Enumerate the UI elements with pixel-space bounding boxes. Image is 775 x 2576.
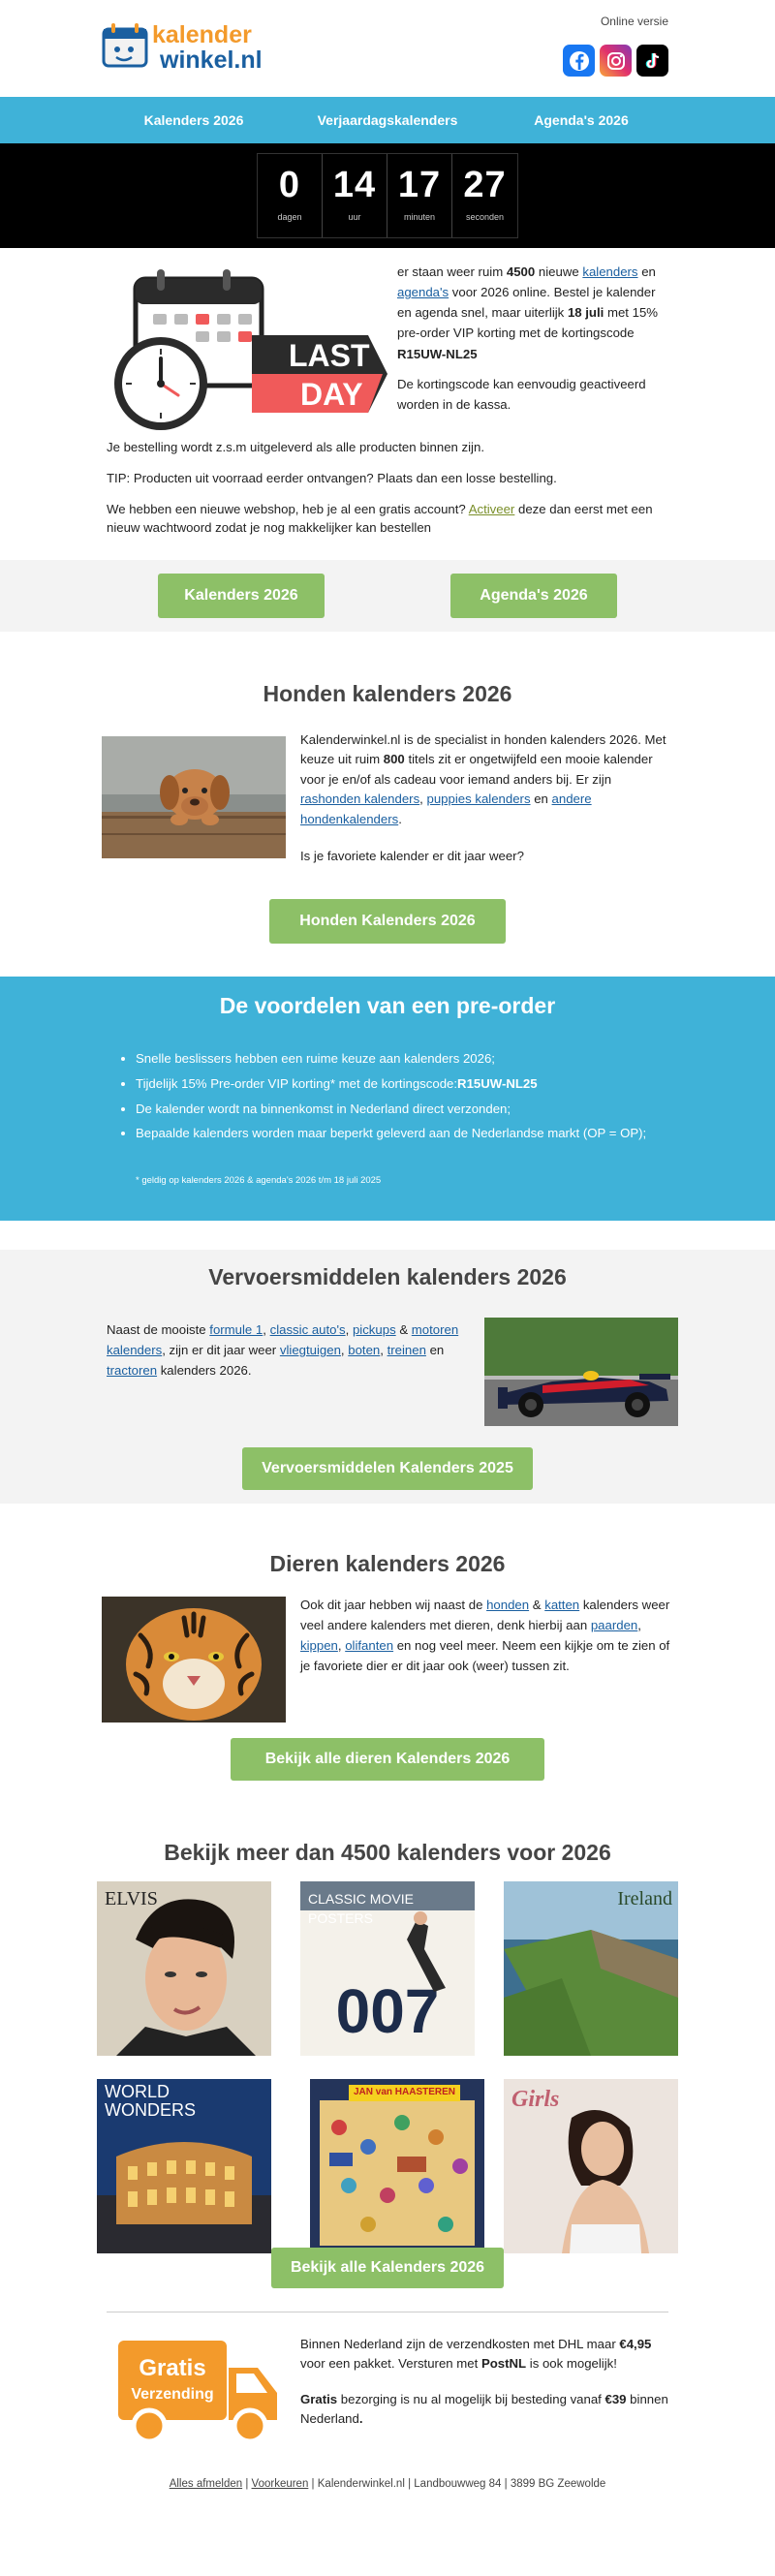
formula1-image[interactable] <box>484 1318 678 1426</box>
calendar-thumb-title: Girls <box>512 2087 560 2112</box>
benefits-list <box>136 1050 659 1150</box>
more-calendars-section <box>0 1831 775 2294</box>
intro-text <box>397 262 670 424</box>
activate-account-link[interactable]: Activeer <box>468 501 515 516</box>
tiktok-icon[interactable] <box>636 45 668 77</box>
vehicles-text: Naast de mooiste formule 1, classic auto's, pickups & motoren kalenders, zijn er dit jaar weer vliegtuigen, boten, treinen en tractoren kalenders 2026. <box>107 1322 459 1379</box>
agendas-2026-button[interactable]: Agenda's 2026 <box>450 574 617 618</box>
delivery-note: Je bestelling wordt z.s.m uitgeleverd als alle producten binnen zijn. <box>107 440 484 454</box>
main-navigation <box>0 97 775 143</box>
all-calendars-button[interactable]: Bekijk alle Kalenders 2026 <box>271 2248 504 2288</box>
calendar-thumb-title: Ireland <box>617 1888 672 1909</box>
benefit-item: • De kalender wordt na binnenkomst in Nederland direct verzonden; <box>136 1101 659 1118</box>
preorder-benefits-section <box>0 977 775 1221</box>
link-chickens[interactable]: kippen <box>300 1638 338 1654</box>
link-formula1[interactable]: formule 1 <box>209 1322 264 1337</box>
link-breed-dogs[interactable]: rashonden kalenders <box>300 791 420 807</box>
calendar-thumb-movie-posters[interactable] <box>300 1881 475 2056</box>
countdown-seconds: 27 seconden <box>463 165 507 223</box>
link-classic-cars[interactable]: classic auto's <box>269 1322 346 1337</box>
dogs-question: Is je favoriete kalender er dit jaar weer? <box>300 849 524 864</box>
link-other-dogs[interactable]: andere hondenkalenders <box>300 791 592 826</box>
top-cta-bar <box>0 560 775 632</box>
link-elephants[interactable]: olifanten <box>345 1638 394 1654</box>
link-trains[interactable]: treinen <box>387 1343 426 1358</box>
link-boats[interactable]: boten <box>348 1343 381 1358</box>
animal-calendars-button[interactable]: Bekijk alle dieren Kalenders 2026 <box>231 1738 544 1781</box>
link-tractors[interactable]: tractoren <box>107 1363 158 1379</box>
calendar-thumb-title: ELVIS <box>105 1888 158 1909</box>
truck-label-2: Verzending <box>131 2386 214 2403</box>
online-version-link[interactable]: Online versie <box>600 15 668 28</box>
countdown-days: 0 dagen <box>258 154 323 237</box>
facebook-icon[interactable] <box>563 45 595 77</box>
link-dogs[interactable]: honden <box>486 1598 530 1612</box>
unsubscribe-link[interactable]: Alles afmelden <box>169 2478 243 2490</box>
footer-company: Kalenderwinkel.nl <box>317 2478 405 2490</box>
shipping-text <box>300 2335 668 2445</box>
animals-title: Dieren kalenders 2026 <box>269 1551 506 1576</box>
webshop-note: We hebben een nieuwe webshop, heb je al een gratis account? Activeer deze dan eerst met een nieuw wachtwoord zodat je nog makkelijker kan bestellen <box>107 501 653 536</box>
calendar-thumb-title: JAN van HAASTEREN <box>349 2085 460 2101</box>
benefits-title: De voordelen van een pre-order <box>219 993 556 1018</box>
dogs-text: Kalenderwinkel.nl is de specialist in honden kalenders 2026. Met keuze uit ruim 800 titels zit er ongetwijfeld een mooie kalender voor je en/of als cadeau voor iemand anders bij. Er zijn rashonden kalenders, puppies kalenders en andere hondenkalenders. Is je favoriete kalender er dit jaar weer? <box>300 730 673 885</box>
puzzle-illustration <box>310 2079 484 2253</box>
nav-agendas-2026[interactable]: Agenda's 2026 <box>534 111 629 128</box>
intro-paragraph: er staan weer ruim 4500 nieuwe kalenders en agenda's voor 2026 online. Bestel je kalender en agenda snel, maar uiterlijk 18 juli met 15% pre-order VIP korting met de kortingscode R15UW-NL25 <box>397 264 659 361</box>
preferences-link[interactable]: Voorkeuren <box>251 2478 309 2490</box>
dog-calendars-section <box>0 678 775 959</box>
nav-birthday-calendars[interactable]: Verjaardagskalenders <box>317 111 458 128</box>
animals-text: Ook dit jaar hebben wij naast de honden & katten kalenders weer veel andere kalenders met dieren, denk hierbij aan paarden, kippen, olifanten en nog veel meer. Neem een kijkje om te zien of je favoriete dier er dit jaar ook (weer) tussen zit. <box>300 1598 670 1674</box>
free-delivery-note: Gratis bezorging is nu al mogelijk bij besteding vanaf €39 binnen Nederland. <box>300 2391 668 2427</box>
footer: Alles afmelden | Voorkeuren | Kalenderwinkel.nl | Landbouwweg 84 | 3899 BG Zeewolde <box>169 2478 606 2490</box>
calendar-thumb-ireland[interactable] <box>504 1881 678 2056</box>
calendar-thumb-world-wonders[interactable] <box>97 2079 271 2253</box>
link-puppies[interactable]: puppies kalenders <box>426 791 531 807</box>
dog-calendars-button[interactable]: Honden Kalenders 2026 <box>269 899 506 944</box>
footer-postal: 3899 BG Zeewolde <box>510 2478 606 2490</box>
calendar-thumb-title: WORLD WONDERS <box>105 2082 196 2120</box>
vehicles-title: Vervoersmiddelen kalenders 2026 <box>208 1264 567 1289</box>
free-shipping-truck-icon <box>116 2333 281 2449</box>
benefits-footnote: * geldig op kalenders 2026 & agenda's 2026 t/m 18 juli 2025 <box>136 1175 382 1186</box>
puppy-image[interactable] <box>102 736 286 858</box>
footer-address: Landbouwweg 84 <box>414 2478 502 2490</box>
calendar-thumb-elvis[interactable] <box>97 1881 271 2056</box>
intro-code-note: De kortingscode kan eenvoudig geactiveerd worden in de kassa. <box>397 376 646 412</box>
social-links <box>563 45 668 77</box>
link-cats[interactable]: katten <box>544 1598 580 1612</box>
animal-calendars-section <box>0 1548 775 1831</box>
link-pickups[interactable]: pickups <box>352 1322 396 1337</box>
calendar-thumb-girls[interactable] <box>504 2079 678 2253</box>
logo-word-1: kalender <box>152 21 252 48</box>
calendar-thumb-jan-van-haasteren[interactable] <box>310 2079 484 2253</box>
link-kalenders[interactable]: kalenders <box>582 264 638 279</box>
truck-label-1: Gratis <box>139 2355 206 2381</box>
countdown-timer <box>0 143 775 248</box>
email-header <box>0 0 775 97</box>
shipping-section <box>0 2294 775 2521</box>
nav-calendars-2026[interactable]: Kalenders 2026 <box>143 111 244 128</box>
kalenderwinkel-logo[interactable] <box>102 19 325 74</box>
instagram-icon[interactable] <box>600 45 632 77</box>
dogs-title: Honden kalenders 2026 <box>263 681 512 706</box>
tip-note: TIP: Producten uit voorraad eerder ontvangen? Plaats dan een losse bestelling. <box>107 470 557 485</box>
countdown-hours: 14 uur <box>323 154 388 237</box>
benefit-item: • Snelle beslissers hebben een ruime keuze aan kalenders 2026; <box>136 1050 659 1068</box>
last-day-calendar-illustration <box>107 267 388 442</box>
shipping-cost-note: Binnen Nederland zijn de verzendkosten met DHL maar €4,95 voor een pakket. Versturen met PostNL is ook mogelijk! <box>300 2337 652 2372</box>
link-airplanes[interactable]: vliegtuigen <box>279 1343 341 1358</box>
last-day-text-2: DAY <box>300 377 363 412</box>
tiger-image[interactable] <box>102 1597 286 1723</box>
link-horses[interactable]: paarden <box>590 1618 638 1633</box>
benefit-item: • Tijdelijk 15% Pre-order VIP korting* met de kortingscode:R15UW-NL25 <box>136 1075 659 1093</box>
logo-word-2: winkel.nl <box>160 47 263 74</box>
intro-notes <box>107 438 678 549</box>
intro-section <box>0 248 775 560</box>
poster-007-text: 007 <box>335 1976 440 2046</box>
discount-code: R15UW-NL25 <box>397 346 478 361</box>
link-motorcycles[interactable]: motoren kalenders <box>107 1322 459 1358</box>
vehicle-calendars-section <box>0 1250 775 1504</box>
last-day-text-1: LAST <box>289 338 370 373</box>
countdown-minutes: 17 minuten <box>388 154 452 237</box>
vehicle-calendars-button[interactable]: Vervoersmiddelen Kalenders 2025 <box>242 1447 533 1490</box>
calendar-thumb-title: CLASSIC MOVIE POSTERS <box>308 1891 414 1927</box>
benefit-item: • Bepaalde kalenders worden maar beperkt geleverd aan de Nederlandse markt (OP = OP); <box>136 1125 659 1142</box>
more-title: Bekijk meer dan 4500 kalenders voor 2026 <box>164 1840 611 1865</box>
calendars-2026-button[interactable]: Kalenders 2026 <box>158 574 325 618</box>
link-agendas[interactable]: agenda's <box>397 285 450 300</box>
